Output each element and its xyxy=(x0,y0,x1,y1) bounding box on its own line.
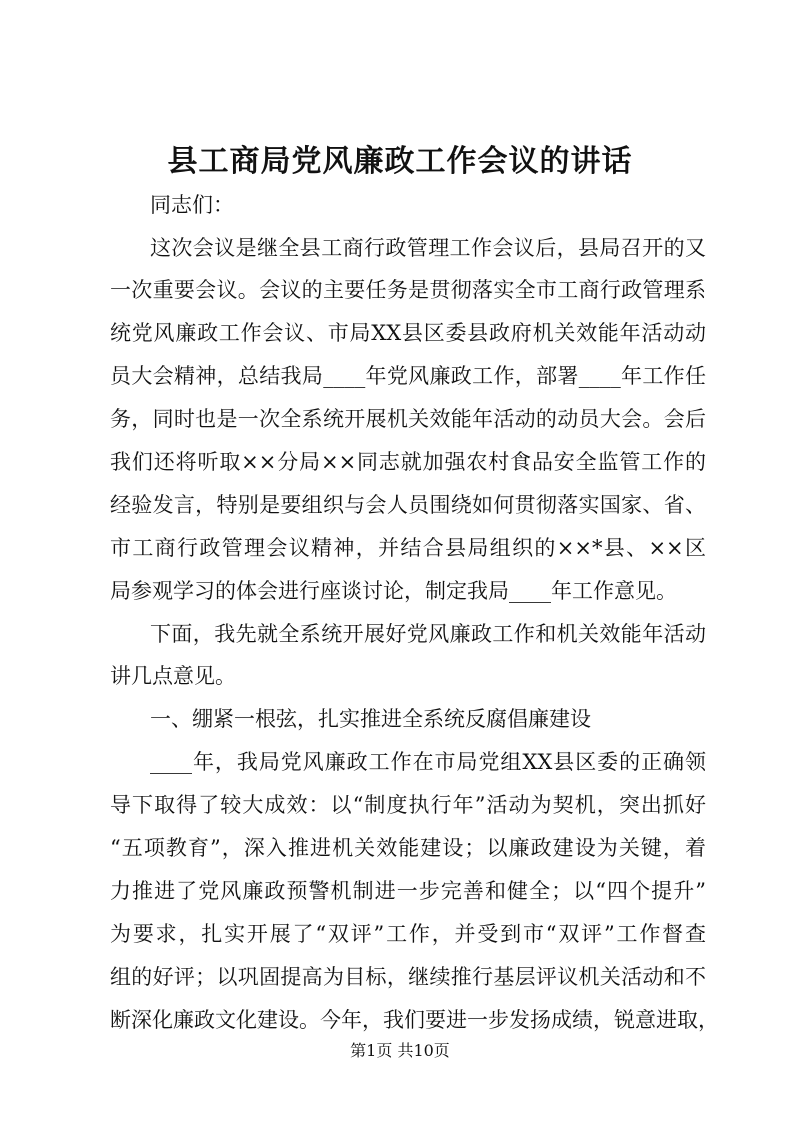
paragraph-4-line-1: ____年，我局党风廉政工作在市局党组XX县区委的正确领 xyxy=(150,750,706,774)
paragraph-1-line-2: 一次重要会议。会议的主要任务是贯彻落实全市工商行政管理系 xyxy=(110,278,706,302)
paragraph-1-line-8: 市工商行政管理会议精神，并结合县局组织的××*县、××区 xyxy=(110,536,706,560)
paragraph-1-line-5: 务，同时也是一次全系统开展机关效能年活动的动员大会。会后 xyxy=(110,407,706,431)
salutation: 同志们： xyxy=(150,193,234,217)
paragraph-2-line-1: 下面，我先就全系统开展好党风廉政工作和机关效能年活动 xyxy=(150,622,706,646)
paragraph-1-line-4: 员大会精神，总结我局____年党风廉政工作，部署____年工作任 xyxy=(110,364,706,388)
paragraph-1-line-3: 统党风廉政工作会议、市局XX县区委县政府机关效能年活动动 xyxy=(110,321,706,345)
paragraph-1-line-1: 这次会议是继全县工商行政管理工作会议后，县局召开的又 xyxy=(150,236,706,260)
paragraph-4-line-6: 组的好评；以巩固提高为目标，继续推行基层评议机关活动和不 xyxy=(110,965,706,989)
paragraph-1-line-9: 局参观学习的体会进行座谈讨论，制定我局____年工作意见。 xyxy=(110,579,677,603)
paragraph-2-line-2: 讲几点意见。 xyxy=(110,664,236,688)
paragraph-4-line-4: 力推进了党风廉政预警机制进一步完善和健全；以“四个提升” xyxy=(110,879,706,903)
paragraph-4-line-7: 断深化廉政文化建设。今年，我们要进一步发扬成绩，锐意进取， xyxy=(110,1008,719,1032)
page-footer: 第1页 共10页 xyxy=(350,1041,450,1060)
paragraph-1-line-6: 我们还将听取××分局××同志就加强农村食品安全监管工作的 xyxy=(110,450,706,474)
paragraph-4-line-2: 导下取得了较大成效：以“制度执行年”活动为契机，突出抓好 xyxy=(110,793,706,817)
paragraph-4-line-3: “五项教育”，深入推进机关效能建设；以廉政建设为关键，着 xyxy=(110,836,706,860)
document-title: 县工商局党风廉政工作会议的讲话 xyxy=(167,144,633,179)
paragraph-4-line-5: 为要求，扎实开展了“双评”工作，并受到市“双评”工作督查 xyxy=(110,922,706,946)
section-heading-1: 一、绷紧一根弦，扎实推进全系统反腐倡廉建设 xyxy=(150,707,591,731)
paragraph-1-line-7: 经验发言，特别是要组织与会人员围绕如何贯彻落实国家、省、 xyxy=(110,493,706,517)
